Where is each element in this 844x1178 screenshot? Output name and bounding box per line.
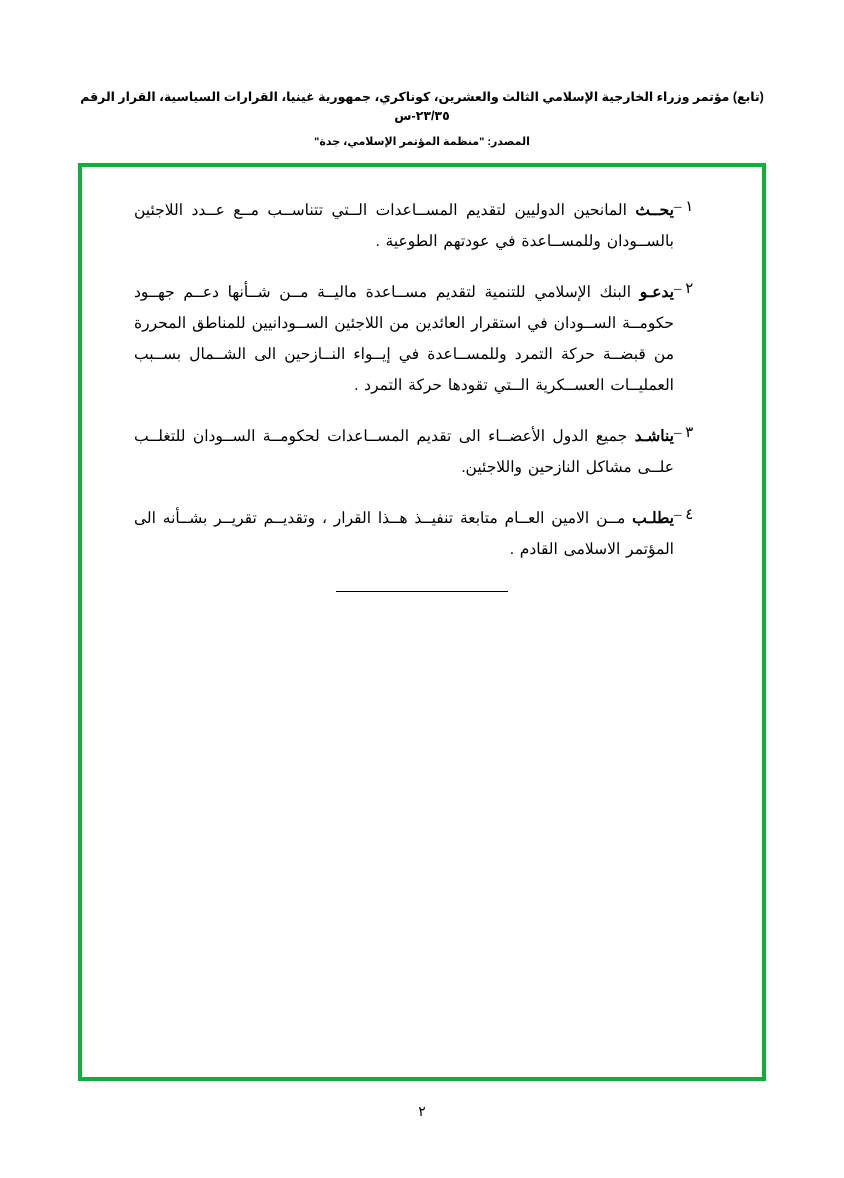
header-source-line: المصدر: "منظمة المؤتمر الإسلامي، جدة" <box>314 135 530 148</box>
clause-body <box>116 503 674 565</box>
header-title-line: (تابع) مؤتمر وزراء الخارجية الإسلامي الثالث والعشرين، كوناكري، جمهورية غينيا، القرارات السياسية، القرار الرقم ٢٣/٣٥-س <box>80 90 764 123</box>
clause-text: البنك الإسلامي للتنمية لتقديم مســاعدة ماليــة مــن شــأنها دعــم جهــود حكومــة الســودان في استقرار العائدين من اللاجئين الســودانيين للمناطق المحررة من قبضــة حركة التمرد وللمســاعدة في إيــواء النــازحين الى الشــمال بســبب العمليــات العســكرية الــتي تقودها حركة التمرد . <box>134 284 674 394</box>
clause-body <box>116 277 674 401</box>
clause-number: ١ – <box>674 199 694 215</box>
clause-text: مــن الامين العــام متابعة تنفيــذ هــذا القرار ، وتقديــم تقريــر بشــأنه الى المؤتمر الاسلامى القادم . <box>134 510 674 558</box>
list-item <box>116 277 728 401</box>
clause-lead-verb: يناشـد <box>634 428 674 445</box>
list-item <box>116 421 728 483</box>
page-number: ٢ <box>418 1105 426 1120</box>
green-border-frame <box>78 163 766 1081</box>
list-item <box>116 503 728 565</box>
clause-body <box>116 195 674 257</box>
list-item <box>116 195 728 257</box>
clause-text: المانحين الدوليين لتقديم المســاعدات الــتي تتناســب مــع عــدد اللاجئين بالســودان وللمســاعدة في عودتهم الطوعية . <box>134 202 674 250</box>
resolution-clause-list <box>116 195 728 592</box>
clause-lead-verb: يحــث <box>635 202 674 219</box>
clause-lead-verb: يطلـب <box>632 510 674 527</box>
clause-body <box>116 421 674 483</box>
clause-text: جميع الدول الأعضــاء الى تقديم المســاعدات لحكومــة الســودان للتغلــب علــى مشاكل النازحين واللاجئين. <box>134 428 674 476</box>
clause-number: ٢ – <box>674 281 694 297</box>
clause-number: ٣ – <box>674 425 694 441</box>
clause-lead-verb: يدعـو <box>639 284 674 301</box>
page-header <box>0 88 844 150</box>
clause-number: ٤ – <box>674 507 694 523</box>
section-divider <box>336 591 508 592</box>
